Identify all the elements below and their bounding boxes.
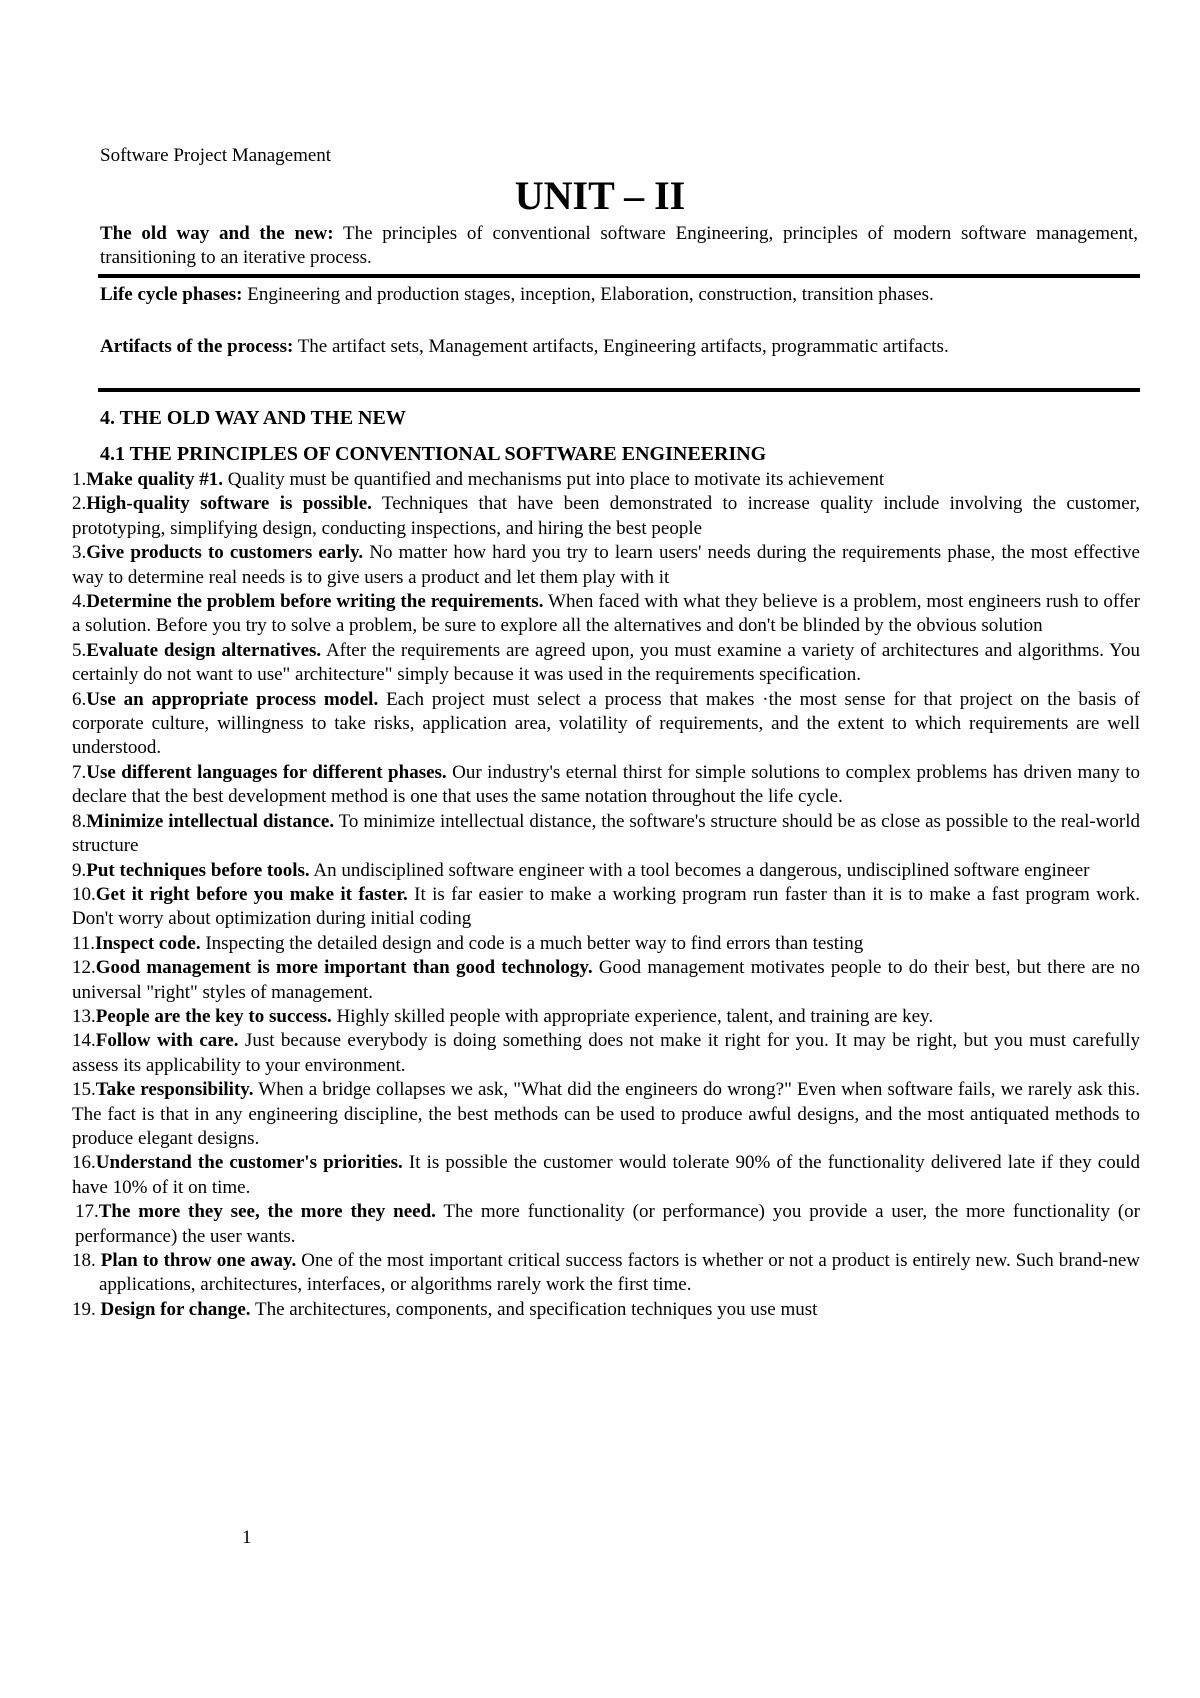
principle-item: 5.Evaluate design alternatives. After the requirements are agreed upon, you must examine a variety of architectures and algorithms. You certainly do not want to use" architecture" simply because it was used in the requirements specification. bbox=[72, 639, 1140, 686]
principle-item: 7.Use different languages for different phases. Our industry's eternal thirst for simple solutions to complex problems has driven many to declare that the best development method is one that uses the same notation throughout the life cycle. bbox=[72, 761, 1140, 808]
section-subheading: 4.1 THE PRINCIPLES OF CONVENTIONAL SOFTWARE ENGINEERING bbox=[100, 443, 767, 465]
artifacts-text: The artifact sets, Management artifacts, Engineering artifacts, programmatic artifacts. bbox=[293, 336, 949, 357]
principle-item: 11.Inspect code. Inspecting the detailed design and code is a much better way to find errors than testing bbox=[72, 932, 864, 954]
syllabus-old-way bbox=[100, 222, 1138, 271]
principle-item: 15.Take responsibility. When a bridge collapses we ask, "What did the engineers do wrong?" Even when software fails, we rarely ask this. The fact is that in any engineering discipline, the best methods can be used to produce awful designs, and the most antiquated methods to produce elegant designs. bbox=[72, 1079, 1140, 1149]
principle-item: 12.Good management is more important than good technology. Good management motivates people to do their best, but there are no universal "right" styles of management. bbox=[72, 957, 1141, 1003]
principle-item: 13.People are the key to success. Highly skilled people with appropriate experience, talent, and training are key. bbox=[72, 1005, 934, 1027]
principle-item: 6.Use an appropriate process model. Each project must select a process that makes ·the most sense for that project on the basis of corporate culture, willingness to take risks, application area, volatility of requirements, and the extent to which requirements are well understood. bbox=[72, 688, 1141, 759]
section-heading: 4. THE OLD WAY AND THE NEW bbox=[100, 407, 406, 429]
principle-item: 3.Give products to customers early. No matter how hard you try to learn users' needs during the requirements phase, the most effective way to determine real needs is to give users a product and let them play with it bbox=[72, 542, 1140, 588]
principle-item: 17.The more they see, the more they need. The more functionality (or performance) you provide a user, the more functionality (or performance) the user wants. bbox=[75, 1201, 1141, 1247]
divider-rule bbox=[98, 388, 1140, 392]
principle-item: 4.Determine the problem before writing the requirements. When faced with what they believe is a problem, most engineers rush to offer a solution. Before you try to solve a problem, be sure to explore all the alternatives and don't be blinded by the obvious solution bbox=[72, 591, 1140, 637]
principle-item: 2.High-quality software is possible. Techniques that have been demonstrated to increase quality include involving the customer, prototyping, simplifying design, conducting inspections, and hiring the best people bbox=[72, 493, 1140, 539]
principle-item: 14.Follow with care. Just because everybody is doing something does not make it right for you. It may be right, but you must carefully assess its applicability to your environment. bbox=[72, 1030, 1140, 1076]
principle-item: 8.Minimize intellectual distance. To minimize intellectual distance, the software's structure should be as close as possible to the real-world structure bbox=[72, 810, 1141, 857]
unit-title: UNIT – II bbox=[514, 173, 686, 218]
principle-item: 18. Plan to throw one away. One of the most important critical success factors is whether or not a product is entirely new. Such brand-new applications, architectures, interfaces, or algorithms rarely work the first time. bbox=[72, 1250, 1140, 1296]
old-way-label: The old way and the new: bbox=[100, 223, 334, 244]
artifacts-label: Artifacts of the process: bbox=[100, 336, 294, 357]
page-number: 1 bbox=[242, 1527, 252, 1548]
running-head: Software Project Management bbox=[100, 145, 332, 166]
principles-list bbox=[72, 468, 1140, 1322]
principle-item: 1.Make quality #1. Quality must be quantified and mechanisms put into place to motivate its achievement bbox=[72, 469, 885, 490]
principle-item: 9.Put techniques before tools. An undisciplined software engineer with a tool becomes a dangerous, undisciplined software engineer bbox=[72, 859, 1090, 881]
principle-item: 10.Get it right before you make it faster. It is far easier to make a working program run faster than it is to make a fast program work. Don't worry about optimization during initial coding bbox=[72, 883, 1140, 930]
life-cycle-label: Life cycle phases: bbox=[100, 284, 243, 305]
principle-item: 19. Design for change. The architectures, components, and specification techniques you use must bbox=[72, 1298, 818, 1320]
syllabus-artifacts bbox=[100, 335, 1138, 359]
life-cycle-text: Engineering and production stages, inception, Elaboration, construction, transition phases. bbox=[242, 284, 934, 305]
divider-rule bbox=[98, 274, 1140, 278]
principle-item: 16.Understand the customer's priorities. It is possible the customer would tolerate 90% of the functionality delivered late if they could have 10% of it on time. bbox=[72, 1152, 1140, 1198]
old-way-text: The principles of conventional software Engineering, principles of modern software management, transitioning to an iterative process. bbox=[100, 223, 1138, 269]
syllabus-life-cycle bbox=[100, 283, 1138, 307]
